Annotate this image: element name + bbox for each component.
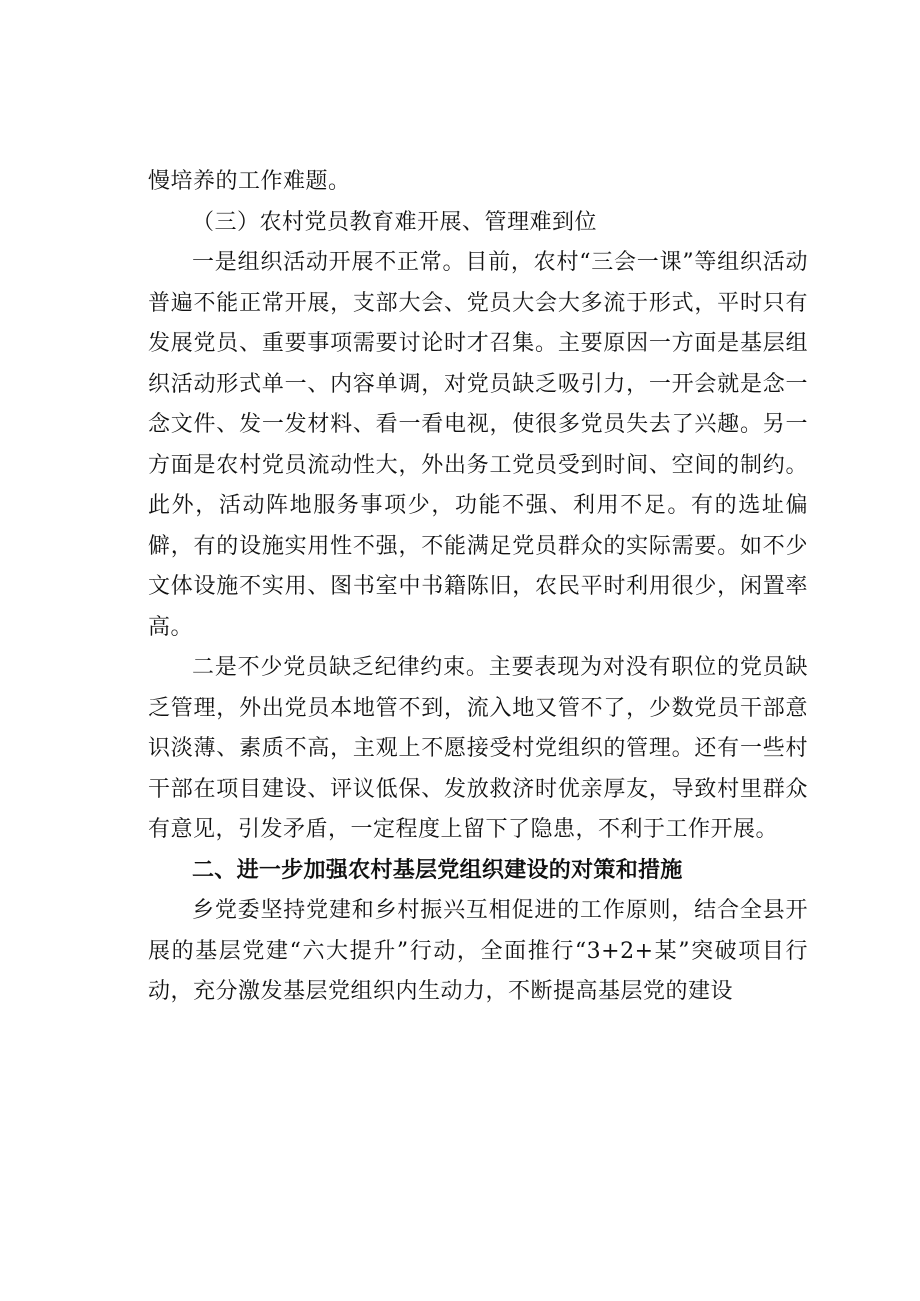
document-body bbox=[148, 162, 808, 1013]
section-heading: 二、进一步加强农村基层党组织建设的对策和措施 bbox=[192, 857, 683, 883]
paragraph-measures: 乡党委坚持党建和乡村振兴互相促进的工作原则，结合全县开展的基层党建“六大提升”行动，全面推行“3+2+某”突破项目行动，充分激发基层党组织内生动力，不断提高基层党的建设 bbox=[148, 898, 808, 1004]
section-subheading: （三）农村党员教育难开展、管理难到位 bbox=[192, 209, 598, 235]
paragraph-discipline: 二是不少党员缺乏纪律约束。主要表现为对没有职位的党员缺乏管理，外出党员本地管不到，流入地又管不了，少数党员干部意识淡薄、素质不高，主观上不愿接受村党组织的管理。还有一些村干部在项目建设、评议低保、发放救济时优亲厚友，导致村里群众有意见，引发矛盾，一定程度上留下了隐患，不利于工作开展。 bbox=[148, 655, 808, 842]
continuation-paragraph: 慢培养的工作难题。 bbox=[148, 169, 351, 194]
paragraph-organization-activities: 一是组织活动开展不正常。目前，农村“三会一课”等组织活动普遍不能正常开展，支部大会、党员大会大多流于形式，平时只有发展党员、重要事项需要讨论时才召集。主要原因一方面是基层组织活动形式单一、内容单调，对党员缺乏吸引力，一开会就是念一念文件、发一发材料、看一看电视，使很多党员失去了兴趣。另一方面是农村党员流动性大，外出务工党员受到时间、空间的制约。此外，活动阵地服务事项少，功能不强、利用不足。有的选址偏僻，有的设施实用性不强，不能满足党员群众的实际需要。如不少文体设施不实用、图书室中书籍陈旧，农民平时利用很少，闲置率高。 bbox=[148, 250, 808, 640]
